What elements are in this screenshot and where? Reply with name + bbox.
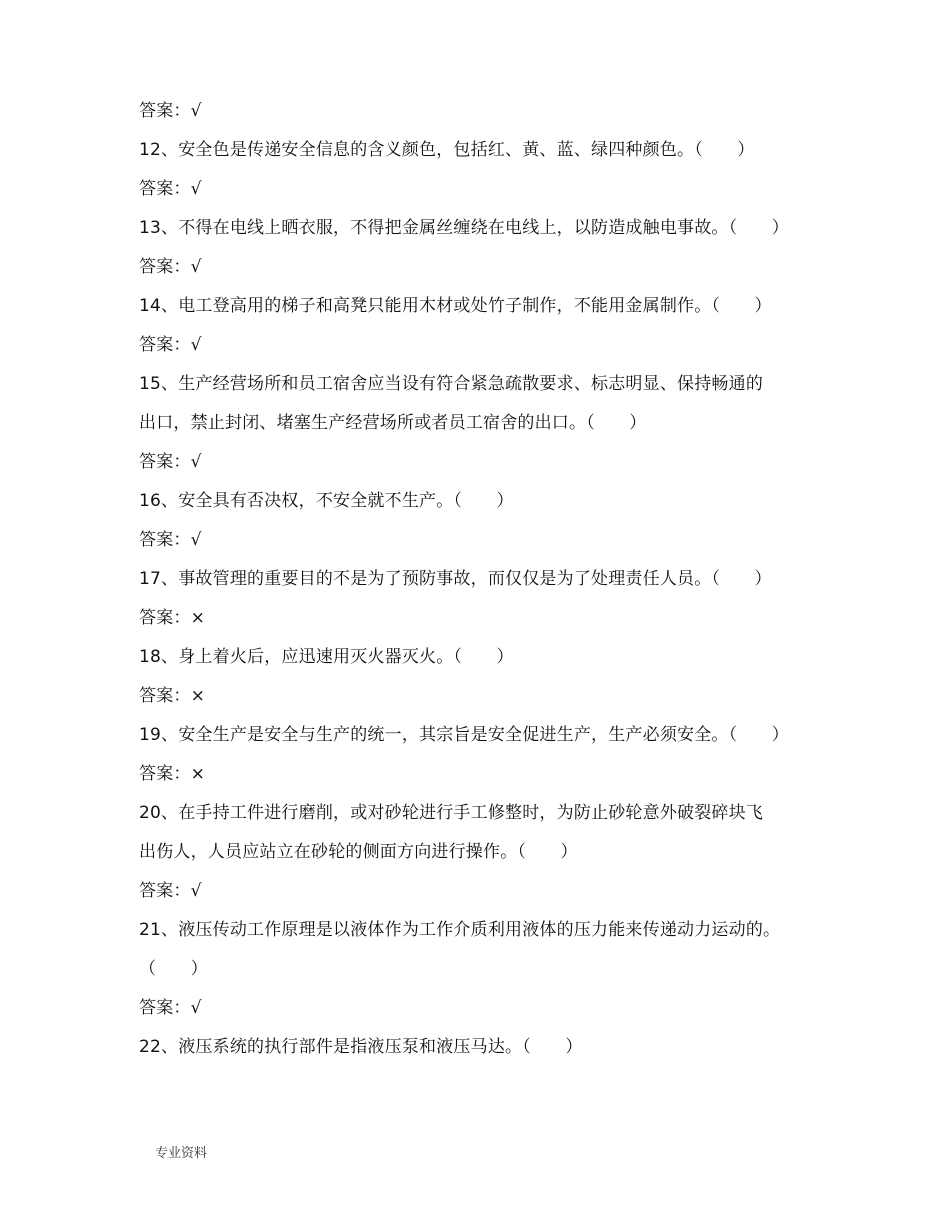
question-15-line-1: 15、生产经营场所和员工宿舍应当设有符合紧急疏散要求、标志明显、保持畅通的 [139,374,764,394]
answer-line: 答案：√ [139,530,202,550]
answer-line: 答案：√ [139,335,202,355]
question-22: 22、液压系统的执行部件是指液压泵和液压马达。（ ） [139,1037,583,1057]
answer-line: 答案：√ [139,998,202,1018]
answer-line: 答案：× [139,764,206,784]
page-footer: 专业资料 [155,1146,208,1161]
question-21-line-1: 21、液压传动工作原理是以液体作为工作介质利用液体的压力能来传递动力运动的。 [139,920,781,940]
answer-line: 答案：× [139,608,206,628]
document-content [139,92,819,1067]
question-16: 16、安全具有否决权，不安全就不生产。（ ） [139,491,514,511]
question-12: 12、安全色是传递安全信息的含义颜色，包括红、黄、蓝、绿四种颜色。（ ） [139,140,755,160]
answer-line: 答案：√ [139,881,202,901]
question-17: 17、事故管理的重要目的不是为了预防事故，而仅仅是为了处理责任人员。（ ） [139,569,772,589]
answer-line: 答案：√ [139,452,202,472]
question-13: 13、不得在电线上晒衣服，不得把金属丝缠绕在电线上，以防造成触电事故。（ ） [139,218,789,238]
question-20-line-2: 出伤人，人员应站立在砂轮的侧面方向进行操作。（ ） [139,842,578,862]
answer-line: 答案：√ [139,257,202,277]
question-20-line-1: 20、在手持工件进行磨削，或对砂轮进行手工修整时，为防止砂轮意外破裂碎块飞 [139,803,764,823]
question-19: 19、安全生产是安全与生产的统一，其宗旨是安全促进生产，生产必须安全。（ ） [139,725,789,745]
question-15-line-2: 出口，禁止封闭、堵塞生产经营场所或者员工宿舍的出口。（ ） [139,413,647,433]
answer-line: 答案：√ [139,101,202,121]
answer-line: 答案：× [139,686,206,706]
answer-line: 答案：√ [139,179,202,199]
question-18: 18、身上着火后，应迅速用灭火器灭火。（ ） [139,647,514,667]
question-14: 14、电工登高用的梯子和高凳只能用木材或处竹子制作，不能用金属制作。（ ） [139,296,772,316]
question-21-line-2: （ ） [139,959,208,979]
